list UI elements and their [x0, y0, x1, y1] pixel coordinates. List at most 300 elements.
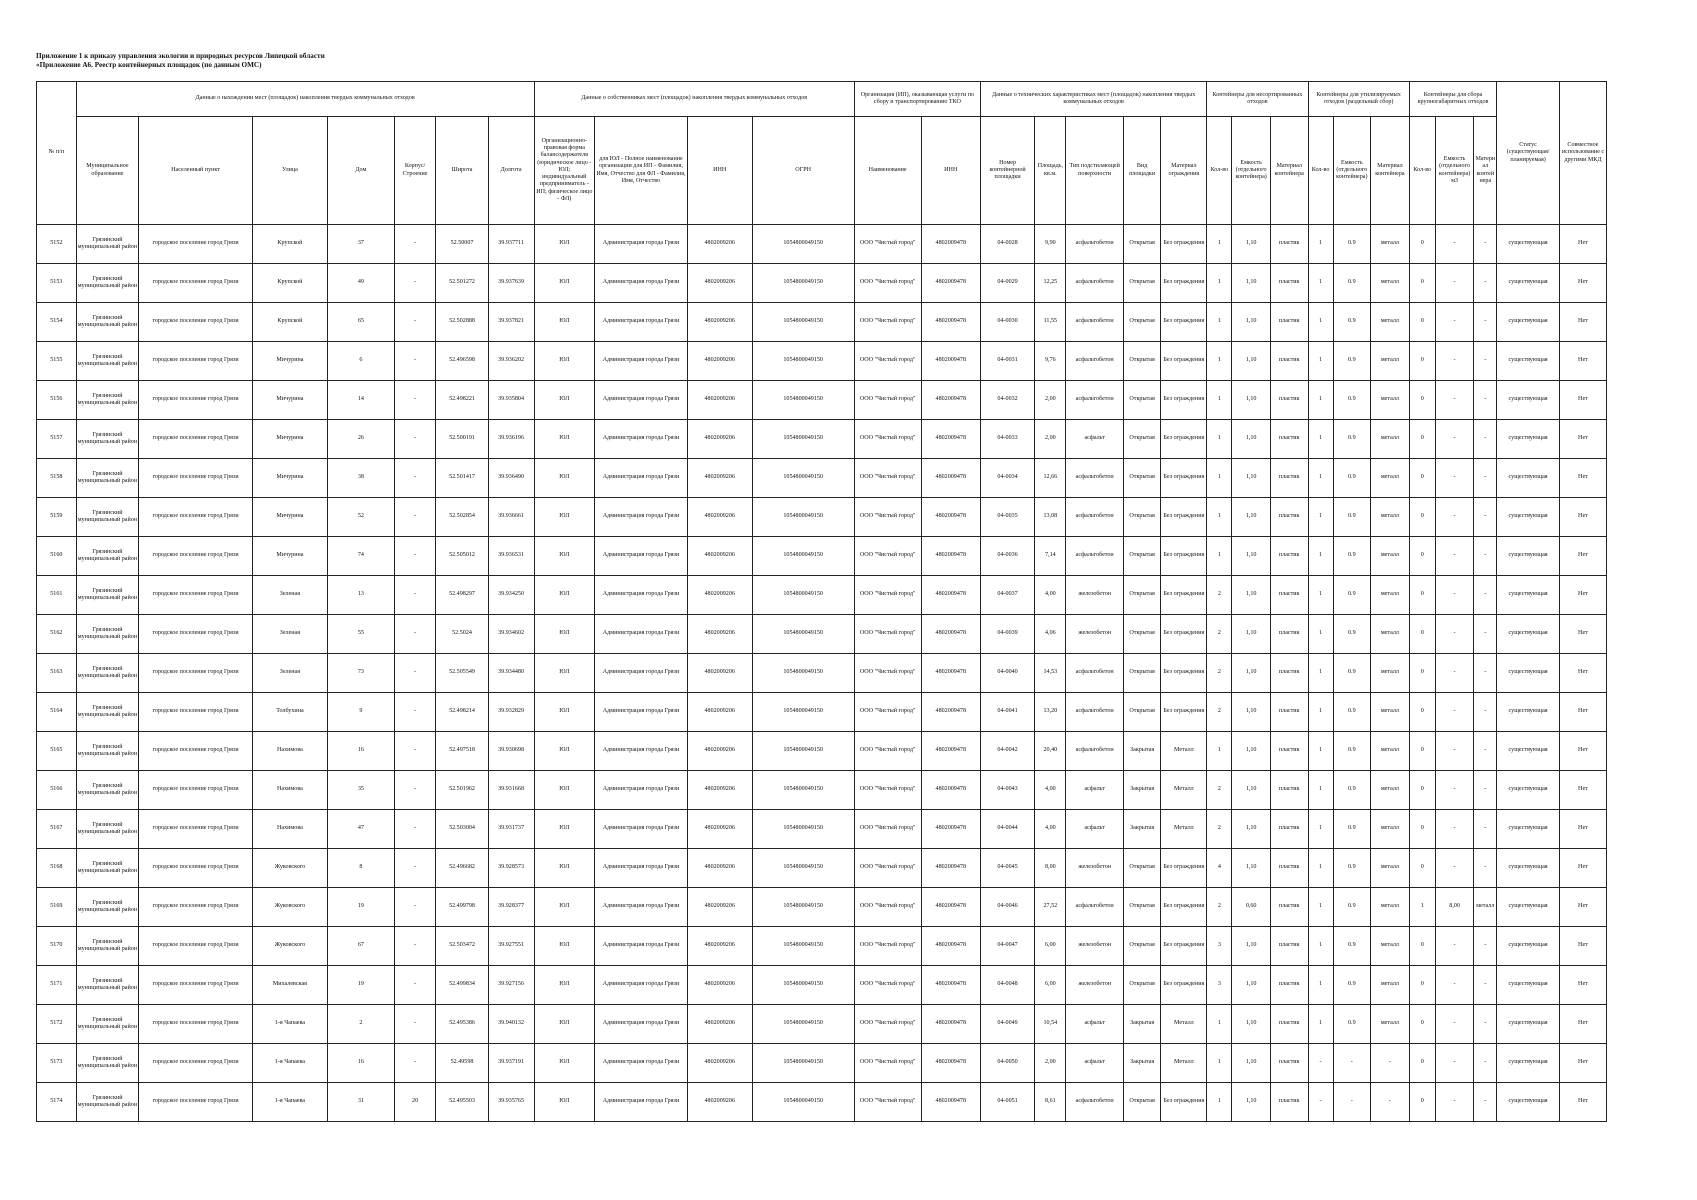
cell-bulky-material: -: [1474, 1083, 1497, 1122]
table-row: [37, 888, 1607, 927]
cell-ogrn: 1054800049150: [752, 225, 854, 264]
cell-unsorted-capacity: 1,10: [1232, 615, 1271, 654]
cell-status: существующая: [1497, 225, 1560, 264]
cell-recyclable-capacity: 0.9: [1333, 810, 1371, 849]
cell-legal-form: ЮЛ: [534, 849, 594, 888]
cell-latitude: 52.499834: [436, 966, 488, 1005]
cell-site-number: 04-0051: [980, 1083, 1034, 1122]
cell-municipality: Грязинский муниципальный район: [76, 420, 139, 459]
cell-unsorted-capacity: 1,10: [1232, 966, 1271, 1005]
cell-recyclable-material: металл: [1371, 498, 1410, 537]
cell-site-number: 04-0042: [980, 732, 1034, 771]
cell-municipality: Грязинский муниципальный район: [76, 342, 139, 381]
cell-recyclable-material: -: [1371, 1044, 1410, 1083]
cell-org-inn: 4802009478: [921, 927, 980, 966]
cell-municipality: Грязинский муниципальный район: [76, 381, 139, 420]
cell-unsorted-qty: 1: [1207, 225, 1232, 264]
cell-ogrn: 1054800049150: [752, 1005, 854, 1044]
cell-legal-form: ЮЛ: [534, 225, 594, 264]
cell-bulky-capacity: -: [1435, 381, 1474, 420]
cell-site-number: 04-0043: [980, 771, 1034, 810]
cell-bulky-material: -: [1474, 342, 1497, 381]
cell-recyclable-material: металл: [1371, 342, 1410, 381]
cell-recyclable-qty: 1: [1308, 381, 1333, 420]
cell-house: 37: [327, 225, 394, 264]
cell-house: 8: [327, 849, 394, 888]
cell-recyclable-qty: 1: [1308, 888, 1333, 927]
cell-shared: Нет: [1559, 732, 1606, 771]
cell-site-type: Закрытая: [1123, 1044, 1161, 1083]
cell-municipality: Грязинский муниципальный район: [76, 264, 139, 303]
col-header-bulky-capacity: Емкость (отдельного контейнера) м3: [1435, 117, 1474, 225]
cell-building: -: [394, 576, 436, 615]
cell-owner-name: Администрация города Грязи: [595, 849, 688, 888]
col-header-owner-name: для ЮЛ - Полное наименование организации для ИП - Фамилия, Имя, Отчество для ФЛ - Фамилия, Имя, Отчество: [595, 117, 688, 225]
cell-unsorted-material: пластик: [1270, 771, 1308, 810]
cell-shared: Нет: [1559, 927, 1606, 966]
cell-surface: асфальт: [1066, 771, 1123, 810]
cell-surface: железобетон: [1066, 966, 1123, 1005]
cell-latitude: 52.495503: [436, 1083, 488, 1122]
cell-site-type: Закрытая: [1123, 1005, 1161, 1044]
cell-bulky-material: -: [1474, 927, 1497, 966]
cell-owner-name: Администрация города Грязи: [595, 264, 688, 303]
cell-ogrn: 1054800049150: [752, 576, 854, 615]
cell-inn: 4802009206: [687, 303, 752, 342]
cell-unsorted-qty: 1: [1207, 303, 1232, 342]
cell-unsorted-capacity: 1,10: [1232, 264, 1271, 303]
cell-org-inn: 4802009478: [921, 810, 980, 849]
group-header-owners: Данные о собственниках мест (площадок) накопления твердых коммунальных отходов: [534, 82, 854, 117]
cell-unsorted-material: пластик: [1270, 342, 1308, 381]
cell-street: Жуковского: [252, 927, 327, 966]
cell-recyclable-capacity: 0.9: [1333, 693, 1371, 732]
cell-municipality: Грязинский муниципальный район: [76, 576, 139, 615]
cell-bulky-capacity: -: [1435, 615, 1474, 654]
cell-longitude: 39.935765: [488, 1083, 534, 1122]
cell-municipality: Грязинский муниципальный район: [76, 498, 139, 537]
cell-status: существующая: [1497, 264, 1560, 303]
col-header-unsorted-material: Материал контейнера: [1270, 117, 1308, 225]
cell-number: 5170: [37, 927, 77, 966]
cell-recyclable-capacity: 0.9: [1333, 888, 1371, 927]
cell-building: -: [394, 654, 436, 693]
cell-surface: асфальтобетон: [1066, 381, 1123, 420]
cell-latitude: 52.499798: [436, 888, 488, 927]
cell-unsorted-material: пластик: [1270, 810, 1308, 849]
cell-fence: Без ограждения: [1161, 537, 1207, 576]
cell-latitude: 52.502854: [436, 498, 488, 537]
cell-house: 49: [327, 264, 394, 303]
cell-recyclable-material: металл: [1371, 888, 1410, 927]
cell-building: -: [394, 498, 436, 537]
cell-org-inn: 4802009478: [921, 225, 980, 264]
cell-site-type: Закрытая: [1123, 771, 1161, 810]
cell-house: 19: [327, 888, 394, 927]
cell-unsorted-material: пластик: [1270, 849, 1308, 888]
cell-site-type: Открытая: [1123, 381, 1161, 420]
cell-longitude: 39.931668: [488, 771, 534, 810]
cell-house: 65: [327, 303, 394, 342]
cell-street: Крупской: [252, 225, 327, 264]
cell-unsorted-capacity: 1,10: [1232, 420, 1271, 459]
cell-longitude: 39.931737: [488, 810, 534, 849]
col-header-latitude: Широта: [436, 117, 488, 225]
cell-recyclable-capacity: 0.9: [1333, 576, 1371, 615]
cell-latitude: 52.50007: [436, 225, 488, 264]
cell-latitude: 52.505012: [436, 537, 488, 576]
table-row: [37, 420, 1607, 459]
cell-owner-name: Администрация города Грязи: [595, 1005, 688, 1044]
cell-municipality: Грязинский муниципальный район: [76, 810, 139, 849]
cell-unsorted-qty: 1: [1207, 1044, 1232, 1083]
cell-area: 2,00: [1035, 1044, 1066, 1083]
cell-latitude: 52.503004: [436, 810, 488, 849]
cell-org-name: ООО "Чистый город": [854, 732, 921, 771]
cell-bulky-material: -: [1474, 537, 1497, 576]
cell-unsorted-qty: 1: [1207, 537, 1232, 576]
cell-unsorted-qty: 1: [1207, 381, 1232, 420]
cell-legal-form: ЮЛ: [534, 381, 594, 420]
cell-org-name: ООО "Чистый город": [854, 888, 921, 927]
cell-municipality: Грязинский муниципальный район: [76, 771, 139, 810]
cell-fence: Без ограждения: [1161, 615, 1207, 654]
cell-house: 26: [327, 420, 394, 459]
cell-unsorted-qty: 1: [1207, 459, 1232, 498]
cell-bulky-capacity: -: [1435, 459, 1474, 498]
cell-shared: Нет: [1559, 381, 1606, 420]
cell-org-name: ООО "Чистый город": [854, 849, 921, 888]
cell-fence: Без ограждения: [1161, 342, 1207, 381]
cell-building: -: [394, 693, 436, 732]
cell-shared: Нет: [1559, 693, 1606, 732]
col-header-longitude: Долгота: [488, 117, 534, 225]
cell-number: 5171: [37, 966, 77, 1005]
cell-bulky-capacity: -: [1435, 420, 1474, 459]
cell-site-type: Открытая: [1123, 849, 1161, 888]
cell-latitude: 52.502888: [436, 303, 488, 342]
cell-house: 9: [327, 693, 394, 732]
cell-street: Крупской: [252, 264, 327, 303]
col-header-site-type: Вид площадки: [1123, 117, 1161, 225]
cell-unsorted-material: пластик: [1270, 225, 1308, 264]
cell-area: 13,20: [1035, 693, 1066, 732]
cell-latitude: 52.496682: [436, 849, 488, 888]
cell-recyclable-qty: 1: [1308, 966, 1333, 1005]
cell-area: 6,00: [1035, 966, 1066, 1005]
cell-inn: 4802009206: [687, 849, 752, 888]
header-column-row: [37, 117, 1607, 225]
cell-recyclable-material: металл: [1371, 732, 1410, 771]
cell-org-inn: 4802009478: [921, 498, 980, 537]
cell-unsorted-material: пластик: [1270, 927, 1308, 966]
cell-number: 5173: [37, 1044, 77, 1083]
cell-building: 20: [394, 1083, 436, 1122]
cell-owner-name: Администрация города Грязи: [595, 654, 688, 693]
cell-unsorted-qty: 1: [1207, 1083, 1232, 1122]
cell-unsorted-qty: 2: [1207, 615, 1232, 654]
cell-bulky-qty: 0: [1409, 537, 1435, 576]
cell-unsorted-material: пластик: [1270, 303, 1308, 342]
cell-org-inn: 4802009478: [921, 654, 980, 693]
cell-surface: асфальтобетон: [1066, 732, 1123, 771]
cell-municipality: Грязинский муниципальный район: [76, 966, 139, 1005]
cell-unsorted-capacity: 1,10: [1232, 1005, 1271, 1044]
cell-number: 5154: [37, 303, 77, 342]
cell-bulky-qty: 0: [1409, 459, 1435, 498]
cell-unsorted-qty: 1: [1207, 264, 1232, 303]
cell-number: 5152: [37, 225, 77, 264]
col-header-surface: Тип подстилающей поверхности: [1066, 117, 1123, 225]
cell-recyclable-qty: 1: [1308, 849, 1333, 888]
cell-recyclable-capacity: 0.9: [1333, 459, 1371, 498]
cell-longitude: 39.936661: [488, 498, 534, 537]
cell-fence: Металл: [1161, 1005, 1207, 1044]
cell-unsorted-capacity: 1,10: [1232, 1044, 1271, 1083]
cell-inn: 4802009206: [687, 1005, 752, 1044]
cell-org-inn: 4802009478: [921, 888, 980, 927]
cell-unsorted-capacity: 1,10: [1232, 771, 1271, 810]
cell-house: 74: [327, 537, 394, 576]
cell-legal-form: ЮЛ: [534, 576, 594, 615]
cell-unsorted-material: пластик: [1270, 420, 1308, 459]
header-group-row: [37, 82, 1607, 117]
cell-inn: 4802009206: [687, 888, 752, 927]
cell-municipality: Грязинский муниципальный район: [76, 615, 139, 654]
cell-house: 73: [327, 654, 394, 693]
cell-municipality: Грязинский муниципальный район: [76, 1005, 139, 1044]
cell-recyclable-qty: 1: [1308, 264, 1333, 303]
cell-site-number: 04-0047: [980, 927, 1034, 966]
col-header-settlement: Населенный пункт: [139, 117, 253, 225]
cell-recyclable-material: -: [1371, 1083, 1410, 1122]
table-body: [37, 225, 1607, 1122]
cell-recyclable-material: металл: [1371, 966, 1410, 1005]
cell-number: 5169: [37, 888, 77, 927]
cell-inn: 4802009206: [687, 654, 752, 693]
cell-org-inn: 4802009478: [921, 693, 980, 732]
cell-bulky-qty: 0: [1409, 810, 1435, 849]
cell-bulky-material: -: [1474, 654, 1497, 693]
col-header-recyclable-material: Материал контейнера: [1371, 117, 1410, 225]
cell-shared: Нет: [1559, 459, 1606, 498]
cell-owner-name: Администрация города Грязи: [595, 888, 688, 927]
cell-building: -: [394, 849, 436, 888]
cell-settlement: городское поселение город Грязи: [139, 1083, 253, 1122]
cell-unsorted-material: пластик: [1270, 1083, 1308, 1122]
cell-status: существующая: [1497, 732, 1560, 771]
cell-recyclable-capacity: 0.9: [1333, 654, 1371, 693]
cell-status: существующая: [1497, 654, 1560, 693]
cell-status: существующая: [1497, 459, 1560, 498]
cell-inn: 4802009206: [687, 342, 752, 381]
cell-owner-name: Администрация города Грязи: [595, 615, 688, 654]
cell-org-inn: 4802009478: [921, 420, 980, 459]
cell-number: 5172: [37, 1005, 77, 1044]
cell-org-inn: 4802009478: [921, 849, 980, 888]
cell-bulky-material: -: [1474, 966, 1497, 1005]
cell-bulky-material: -: [1474, 459, 1497, 498]
container-sites-table: [36, 81, 1607, 1122]
cell-street: Нахимова: [252, 732, 327, 771]
table-row: [37, 810, 1607, 849]
table-row: [37, 732, 1607, 771]
cell-surface: асфальтобетон: [1066, 264, 1123, 303]
cell-number: 5163: [37, 654, 77, 693]
cell-bulky-material: -: [1474, 1044, 1497, 1083]
cell-recyclable-capacity: 0.9: [1333, 849, 1371, 888]
cell-recyclable-capacity: 0.9: [1333, 771, 1371, 810]
cell-owner-name: Администрация города Грязи: [595, 225, 688, 264]
cell-recyclable-qty: 1: [1308, 615, 1333, 654]
cell-area: 27,52: [1035, 888, 1066, 927]
cell-area: 7,14: [1035, 537, 1066, 576]
cell-ogrn: 1054800049150: [752, 849, 854, 888]
cell-ogrn: 1054800049150: [752, 1044, 854, 1083]
cell-ogrn: 1054800049150: [752, 771, 854, 810]
cell-bulky-qty: 0: [1409, 615, 1435, 654]
table-row: [37, 342, 1607, 381]
cell-org-inn: 4802009478: [921, 1044, 980, 1083]
cell-longitude: 39.934250: [488, 576, 534, 615]
cell-inn: 4802009206: [687, 771, 752, 810]
cell-street: Мичурина: [252, 420, 327, 459]
cell-unsorted-material: пластик: [1270, 498, 1308, 537]
cell-surface: асфальт: [1066, 1005, 1123, 1044]
cell-latitude: 52.501272: [436, 264, 488, 303]
cell-site-number: 04-0037: [980, 576, 1034, 615]
cell-street: Зеленая: [252, 615, 327, 654]
cell-settlement: городское поселение город Грязи: [139, 615, 253, 654]
cell-settlement: городское поселение город Грязи: [139, 1044, 253, 1083]
cell-street: 1-я Чапаева: [252, 1005, 327, 1044]
cell-house: 52: [327, 498, 394, 537]
cell-bulky-qty: 0: [1409, 381, 1435, 420]
cell-org-inn: 4802009478: [921, 732, 980, 771]
table-row: [37, 849, 1607, 888]
cell-site-type: Открытая: [1123, 615, 1161, 654]
cell-site-type: Открытая: [1123, 576, 1161, 615]
table-row: [37, 381, 1607, 420]
cell-site-type: Открытая: [1123, 927, 1161, 966]
cell-org-name: ООО "Чистый город": [854, 264, 921, 303]
cell-settlement: городское поселение город Грязи: [139, 576, 253, 615]
group-header-bulky: Контейнеры для сбора крупногабаритных отходов: [1409, 82, 1497, 117]
cell-shared: Нет: [1559, 771, 1606, 810]
cell-ogrn: 1054800049150: [752, 810, 854, 849]
cell-legal-form: ЮЛ: [534, 966, 594, 1005]
cell-bulky-material: -: [1474, 810, 1497, 849]
cell-ogrn: 1054800049150: [752, 303, 854, 342]
cell-unsorted-qty: 2: [1207, 654, 1232, 693]
cell-site-number: 04-0040: [980, 654, 1034, 693]
cell-area: 9,90: [1035, 225, 1066, 264]
cell-org-name: ООО "Чистый город": [854, 1005, 921, 1044]
cell-latitude: 52.501962: [436, 771, 488, 810]
cell-area: 8,61: [1035, 1083, 1066, 1122]
cell-recyclable-material: металл: [1371, 459, 1410, 498]
cell-bulky-capacity: 8,00: [1435, 888, 1474, 927]
cell-municipality: Грязинский муниципальный район: [76, 303, 139, 342]
cell-site-number: 04-0029: [980, 264, 1034, 303]
cell-bulky-qty: 0: [1409, 966, 1435, 1005]
cell-surface: асфальт: [1066, 1044, 1123, 1083]
cell-surface: асфальтобетон: [1066, 303, 1123, 342]
group-header-location: Данные о нахождении мест (площадок) накопления твердых коммунальных отходов: [76, 82, 534, 117]
cell-bulky-qty: 0: [1409, 342, 1435, 381]
cell-unsorted-capacity: 1,10: [1232, 303, 1271, 342]
cell-area: 4,00: [1035, 810, 1066, 849]
table-row: [37, 303, 1607, 342]
cell-recyclable-qty: 1: [1308, 1005, 1333, 1044]
cell-latitude: 52.496598: [436, 342, 488, 381]
cell-ogrn: 1054800049150: [752, 381, 854, 420]
cell-area: 9,76: [1035, 342, 1066, 381]
cell-house: 19: [327, 966, 394, 1005]
cell-house: 14: [327, 381, 394, 420]
cell-legal-form: ЮЛ: [534, 732, 594, 771]
cell-recyclable-qty: 1: [1308, 225, 1333, 264]
cell-municipality: Грязинский муниципальный район: [76, 459, 139, 498]
cell-bulky-capacity: -: [1435, 1044, 1474, 1083]
col-header-municipality: Муниципальное образование: [76, 117, 139, 225]
cell-recyclable-qty: 1: [1308, 420, 1333, 459]
cell-settlement: городское поселение город Грязи: [139, 1005, 253, 1044]
cell-owner-name: Администрация города Грязи: [595, 381, 688, 420]
cell-unsorted-material: пластик: [1270, 576, 1308, 615]
cell-street: Мичурина: [252, 381, 327, 420]
cell-shared: Нет: [1559, 654, 1606, 693]
cell-recyclable-qty: 1: [1308, 576, 1333, 615]
cell-number: 5159: [37, 498, 77, 537]
cell-shared: Нет: [1559, 1044, 1606, 1083]
cell-settlement: городское поселение город Грязи: [139, 810, 253, 849]
cell-settlement: городское поселение город Грязи: [139, 654, 253, 693]
cell-inn: 4802009206: [687, 1083, 752, 1122]
cell-recyclable-qty: -: [1308, 1044, 1333, 1083]
cell-unsorted-qty: 4: [1207, 849, 1232, 888]
cell-inn: 4802009206: [687, 498, 752, 537]
cell-number: 5157: [37, 420, 77, 459]
group-header-recyclable: Контейнеры для утилизируемых отходов (раздельный сбор): [1308, 82, 1409, 117]
cell-unsorted-capacity: 1,10: [1232, 381, 1271, 420]
cell-org-name: ООО "Чистый город": [854, 381, 921, 420]
cell-ogrn: 1054800049150: [752, 693, 854, 732]
cell-bulky-material: -: [1474, 732, 1497, 771]
table-row: [37, 927, 1607, 966]
cell-recyclable-qty: 1: [1308, 693, 1333, 732]
cell-ogrn: 1054800049150: [752, 498, 854, 537]
cell-inn: 4802009206: [687, 381, 752, 420]
cell-inn: 4802009206: [687, 1044, 752, 1083]
cell-ogrn: 1054800049150: [752, 654, 854, 693]
cell-fence: Без ограждения: [1161, 966, 1207, 1005]
col-header-fence: Материал ограждения: [1161, 117, 1207, 225]
cell-street: Толбухина: [252, 693, 327, 732]
cell-surface: асфальтобетон: [1066, 654, 1123, 693]
cell-fence: Без ограждения: [1161, 381, 1207, 420]
cell-street: Михалевская: [252, 966, 327, 1005]
cell-fence: Без ограждения: [1161, 654, 1207, 693]
cell-bulky-qty: 0: [1409, 303, 1435, 342]
cell-owner-name: Администрация города Грязи: [595, 459, 688, 498]
cell-org-inn: 4802009478: [921, 966, 980, 1005]
cell-longitude: 39.937639: [488, 264, 534, 303]
cell-bulky-capacity: -: [1435, 342, 1474, 381]
cell-owner-name: Администрация города Грязи: [595, 537, 688, 576]
cell-fence: Без ограждения: [1161, 888, 1207, 927]
cell-area: 6,00: [1035, 927, 1066, 966]
